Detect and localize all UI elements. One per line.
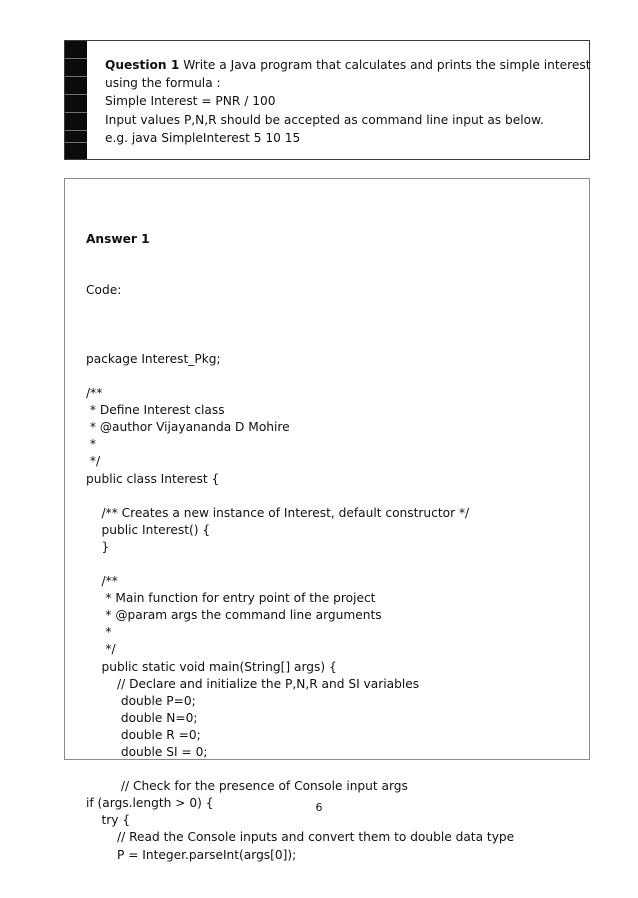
code-line: } — [86, 539, 110, 554]
code-line: double R =0; — [86, 727, 201, 742]
code-line: /** Creates a new instance of Interest, default constructor */ — [86, 505, 470, 520]
code-line: if (args.length > 0) { — [86, 796, 214, 811]
code-line: public static void main(String[] args) { — [86, 659, 337, 674]
bar-divider — [65, 58, 87, 59]
code-line: P = Integer.parseInt(args[0]); — [86, 847, 297, 862]
bar-divider — [65, 142, 87, 143]
page-number: 6 — [315, 801, 323, 814]
code-label: Code: — [86, 283, 122, 298]
question-line: using the formula : — [105, 76, 221, 91]
question-line: Input values P,N,R should be accepted as command line input as below. — [105, 112, 544, 127]
code-line: * — [86, 625, 112, 640]
code-line: // Read the Console inputs and convert them to double data type — [86, 830, 515, 845]
question-side-bar — [65, 41, 87, 159]
code-line: */ — [86, 454, 101, 469]
question-box — [64, 40, 590, 160]
question-line: Simple Interest = PNR / 100 — [105, 94, 276, 109]
code-line: public Interest() { — [86, 522, 211, 537]
bar-divider — [65, 130, 87, 131]
code-line: * @author Vijayananda D Mohire — [86, 420, 290, 435]
code-line: // Check for the presence of Console input args — [86, 779, 408, 794]
bar-divider — [65, 94, 87, 95]
answer-box — [64, 178, 590, 862]
code-line: double SI = 0; — [86, 745, 208, 759]
code-line: // Declare and initialize the P,N,R and SI variables — [86, 676, 420, 691]
code-line — [86, 488, 514, 505]
question-line — [105, 56, 590, 74]
code-line: package Interest_Pkg; — [86, 351, 221, 366]
bar-divider — [65, 112, 87, 113]
code-line: */ — [86, 642, 116, 657]
code-line — [86, 556, 514, 573]
question-label: Question 1 — [105, 58, 180, 72]
code-line: * Main function for entry point of the project — [86, 591, 376, 606]
code-line: public class Interest { — [86, 471, 220, 486]
code-line: /** — [86, 574, 118, 589]
code-line — [86, 368, 514, 385]
code-line: double N=0; — [86, 710, 198, 725]
code-line: try { — [86, 813, 131, 828]
code-block — [86, 334, 514, 864]
answer-title: Answer 1 — [86, 232, 150, 247]
code-line — [86, 334, 514, 351]
code-line: * Define Interest class — [86, 403, 225, 418]
code-line — [86, 761, 514, 778]
code-line: * @param args the command line arguments — [86, 608, 382, 623]
question-line-rest: Write a Java program that calculates and prints the simple interest — [179, 58, 591, 72]
answer-content — [86, 197, 514, 898]
question-line: e.g. java SimpleInterest 5 10 15 — [105, 130, 301, 145]
bar-divider — [65, 76, 87, 77]
code-line: /** — [86, 386, 103, 401]
question-text — [105, 56, 590, 147]
code-line: double P=0; — [86, 693, 196, 708]
code-line: * — [86, 437, 96, 452]
